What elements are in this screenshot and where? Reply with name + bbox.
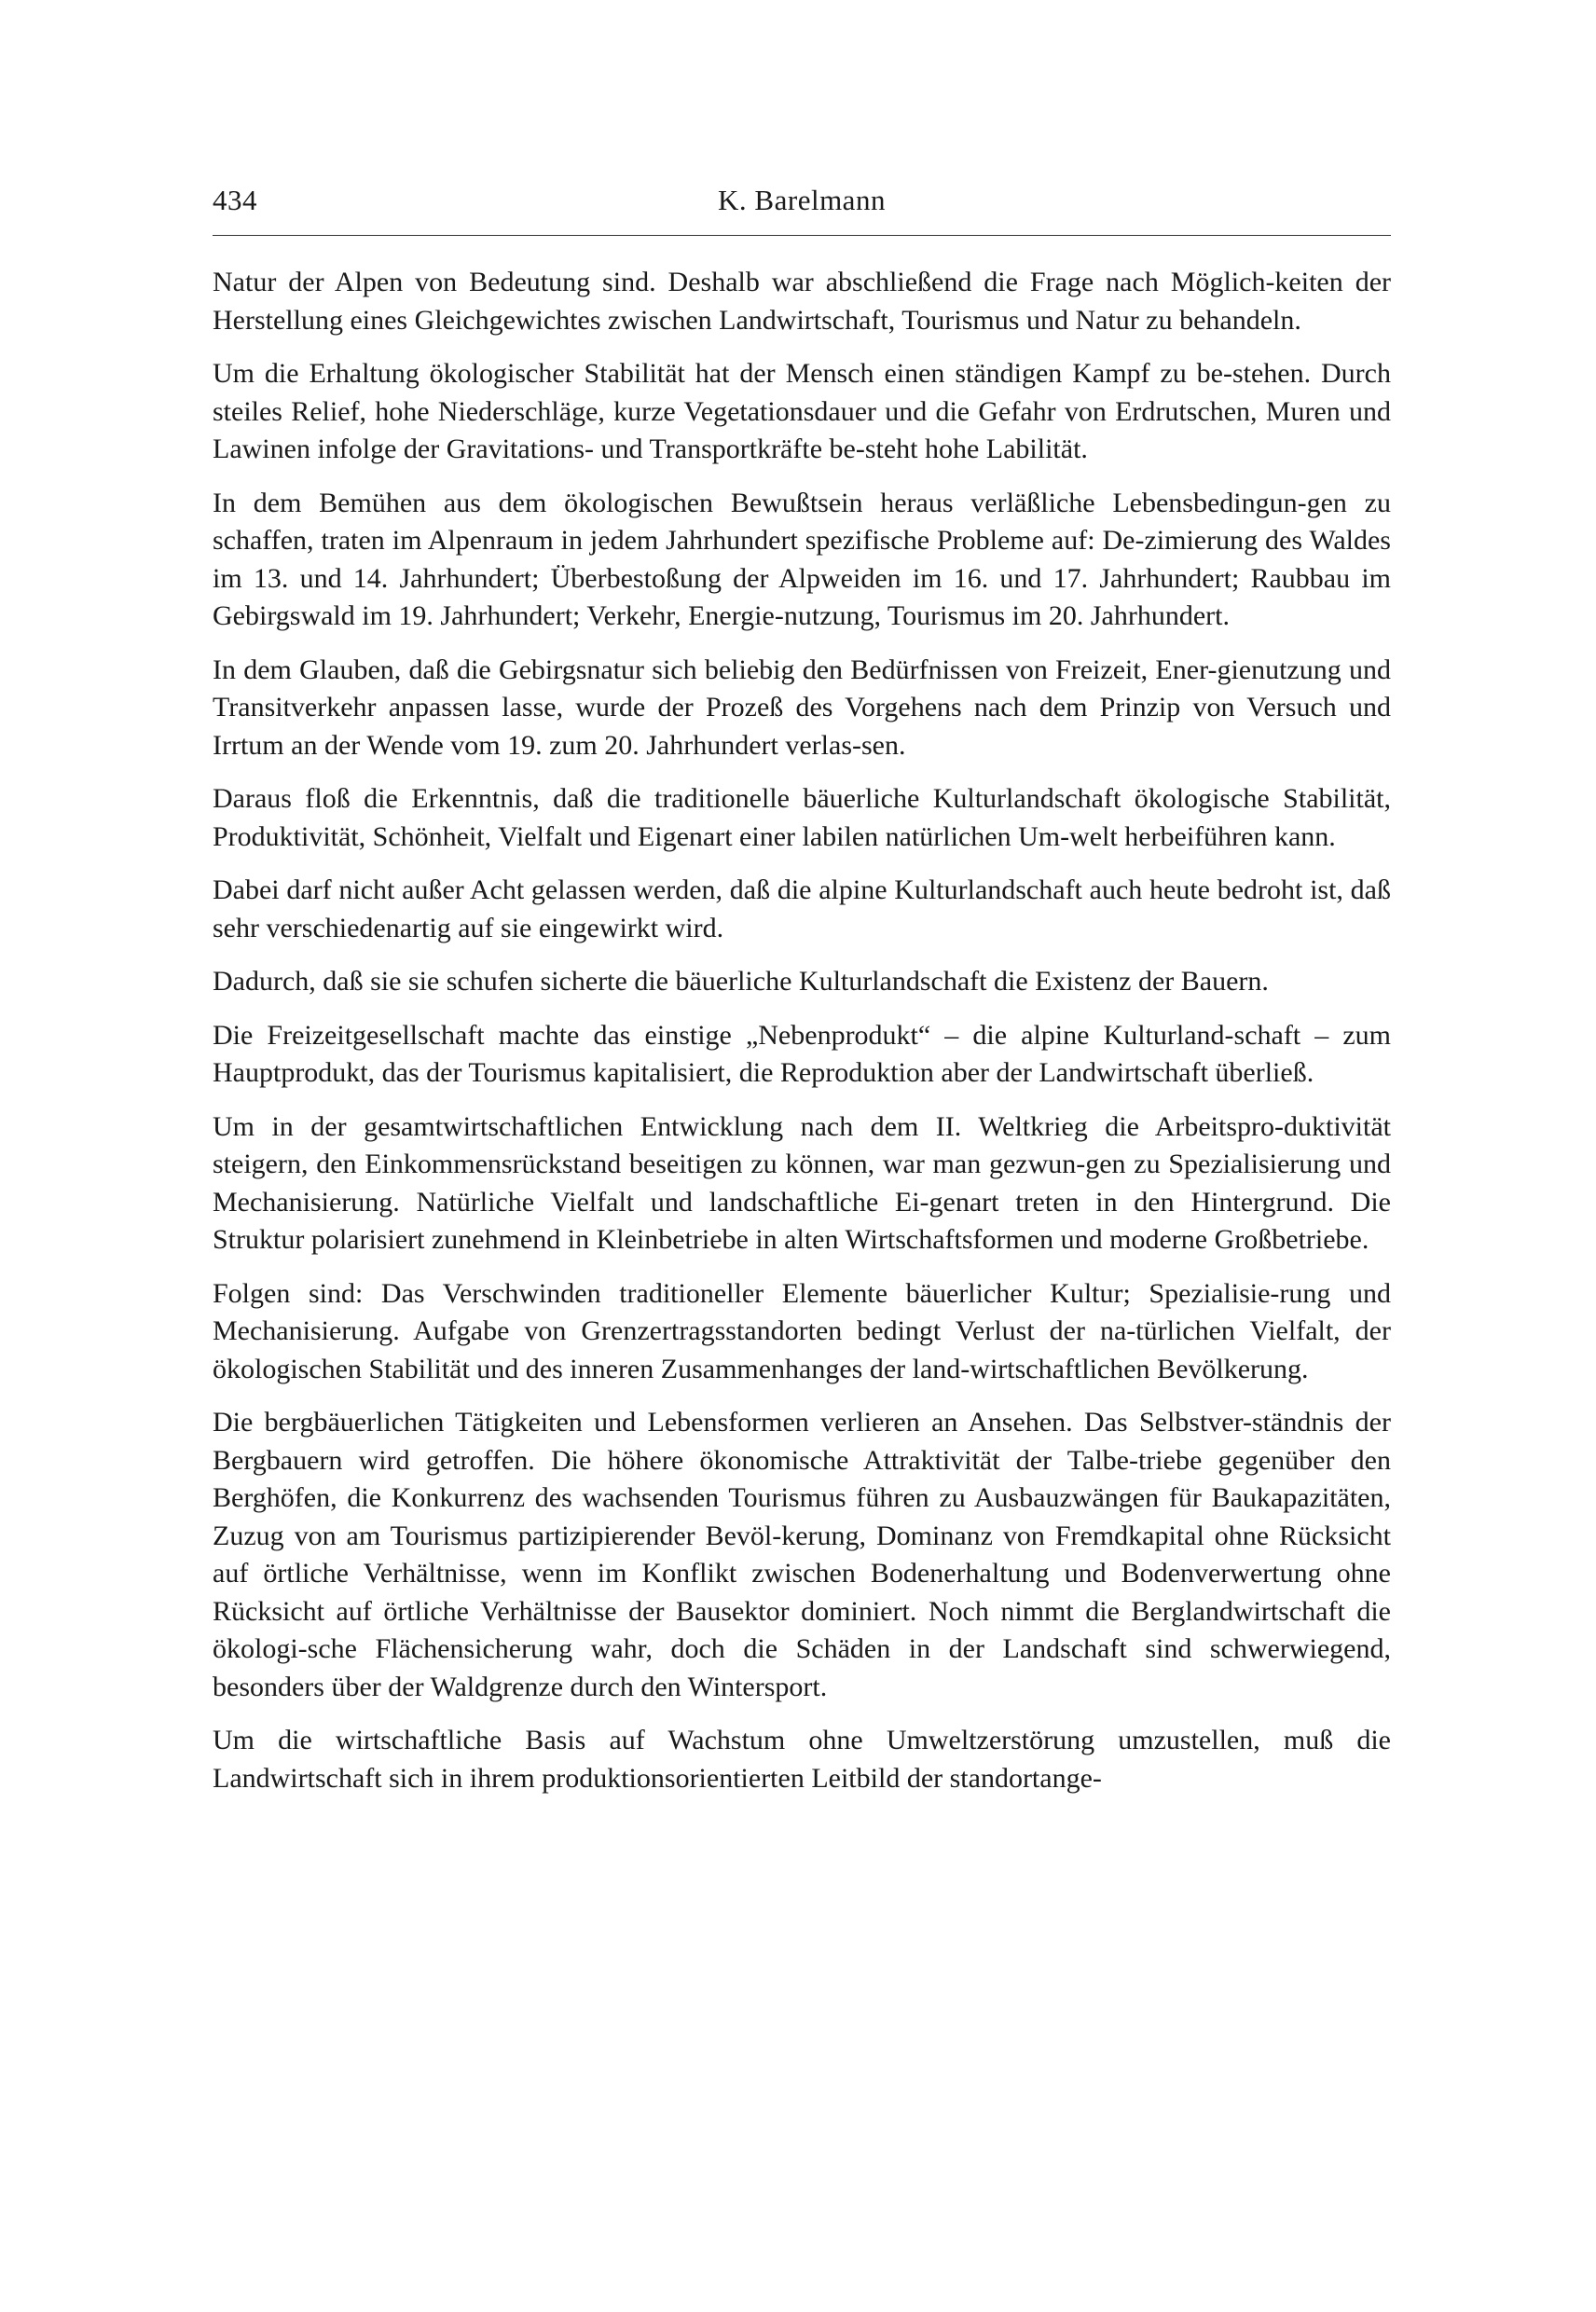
author-header: K. Barelmann bbox=[718, 184, 886, 216]
paragraph: In dem Bemühen aus dem ökologischen Bewußtsein heraus verläßliche Lebensbedingun-gen zu schaffen, traten im Alpenraum in jedem Jahrhundert spezifische Probleme auf: De-zimierung des Waldes im 13. und 14. Jahrhundert; Überbestoßung der Alpweiden im 16. und 17. Jahrhundert; Raubbau im Gebirgswald im 19. Jahrhundert; Verkehr, Energie-nutzung, Tourismus im 20. Jahrhundert. bbox=[213, 487, 1391, 631]
running-head bbox=[213, 177, 1391, 224]
page-number: 434 bbox=[213, 184, 257, 216]
paragraph: Die bergbäuerlichen Tätigkeiten und Lebensformen verlieren an Ansehen. Das Selbstver-ständnis der Bergbauern wird getroffen. Die höhere ökonomische Attraktivität der Talbe-triebe gegenüber den Berghöfen, die Konkurrenz des wachsenden Tourismus führen zu Ausbauzwängen für Baukapazitäten, Zuzug von am Tourismus partizipierender Bevöl-kerung, Dominanz von Fremdkapital ohne Rücksicht auf örtliche Verhältnisse, wenn im Konflikt zwischen Bodenerhaltung und Bodenverwertung ohne Rücksicht auf örtliche Verhältnisse der Bausektor dominiert. Noch nimmt die Berglandwirtschaft die ökologi-sche Flächensicherung wahr, doch die Schäden in der Landschaft sind schwerwiegend, besonders über der Waldgrenze durch den Wintersport. bbox=[213, 1407, 1391, 1702]
paragraph: Natur der Alpen von Bedeutung sind. Deshalb war abschließend die Frage nach Möglich-keiten der Herstellung eines Gleichgewichtes zwischen Landwirtschaft, Tourismus und Natur zu behandeln. bbox=[213, 267, 1391, 336]
header-divider bbox=[213, 235, 1391, 236]
paragraph: Folgen sind: Das Verschwinden traditioneller Elemente bäuerlicher Kultur; Spezialisie-rung und Mechanisierung. Aufgabe von Grenzertragsstandorten bedingt Verlust der na-türlichen Vielfalt, der ökologischen Stabilität und des inneren Zusammenhanges der land-wirtschaftlichen Bevölkerung. bbox=[213, 1277, 1391, 1384]
paragraph: In dem Glauben, daß die Gebirgsnatur sich beliebig den Bedürfnissen von Freizeit, Ener-gienutzung und Transitverkehr anpassen lasse, wurde der Prozeß des Vorgehens nach dem Prinzip von Versuch und Irrtum an der Wende vom 19. zum 20. Jahrhundert verlas-sen. bbox=[213, 654, 1391, 761]
body-text bbox=[213, 264, 1391, 1813]
paragraph: Um in der gesamtwirtschaftlichen Entwicklung nach dem II. Weltkrieg die Arbeitspro-duktivität steigern, den Einkommensrückstand beseitigen zu können, war man gezwun-gen zu Spezialisierung und Mechanisierung. Natürliche Vielfalt und landschaftliche Ei-genart treten in den Hintergrund. Die Struktur polarisiert zunehmend in Kleinbetriebe in alten Wirtschaftsformen und moderne Großbetriebe. bbox=[213, 1110, 1391, 1255]
paragraph: Um die wirtschaftliche Basis auf Wachstum ohne Umweltzerstörung umzustellen, muß die Landwirtschaft sich in ihrem produktionsorientierten Leitbild der standortange- bbox=[213, 1725, 1391, 1794]
paragraph: Daraus floß die Erkenntnis, daß die traditionelle bäuerliche Kulturlandschaft ökologische Stabilität, Produktivität, Schönheit, Vielfalt und Eigenart einer labilen natürlichen Um-welt herbeiführen kann. bbox=[213, 783, 1391, 852]
paragraph: Um die Erhaltung ökologischer Stabilität hat der Mensch einen ständigen Kampf zu be-stehen. Durch steiles Relief, hohe Niederschläge, kurze Vegetationsdauer und die Gefahr von Erdrutschen, Muren und Lawinen infolge der Gravitations- und Transportkräfte be-steht hohe Labilität. bbox=[213, 358, 1391, 464]
paragraph: Dadurch, daß sie sie schufen sicherte die bäuerliche Kulturlandschaft die Existenz der Bauern. bbox=[213, 966, 1269, 997]
paragraph: Dabei darf nicht außer Acht gelassen werden, daß die alpine Kulturlandschaft auch heute bedroht ist, daß sehr verschiedenartig auf sie eingewirkt wird. bbox=[213, 874, 1391, 943]
paragraph: Die Freizeitgesellschaft machte das einstige „Nebenprodukt“ – die alpine Kulturland-schaft – zum Hauptprodukt, das der Tourismus kapitalisiert, die Reproduktion aber der Landwirtschaft überließ. bbox=[213, 1019, 1391, 1088]
